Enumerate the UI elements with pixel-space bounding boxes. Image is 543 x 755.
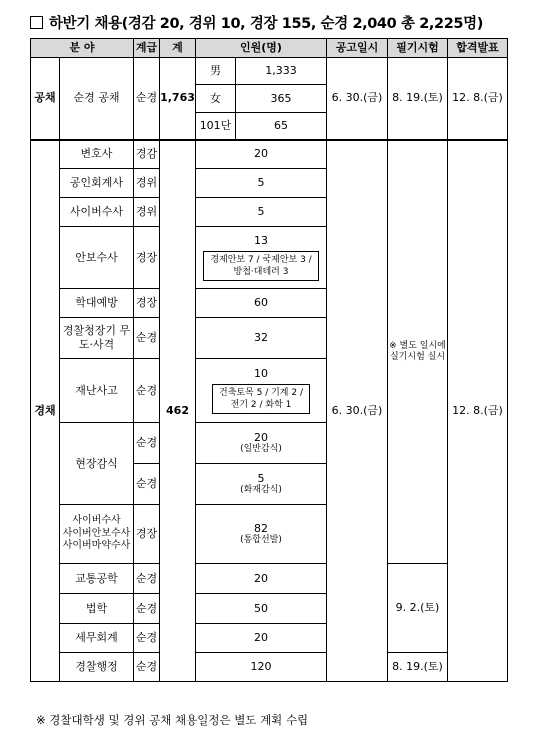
detail-line: 방첩·대테러 3 <box>233 266 289 277</box>
header-field: 분 야 <box>31 39 134 58</box>
checkbox-square-icon <box>30 16 43 29</box>
rank-cell: 경위 <box>134 198 160 227</box>
count-value: 82 <box>254 521 268 535</box>
rank-cell: 경위 <box>134 169 160 198</box>
field-cell: 교통공학 <box>60 564 134 594</box>
count-cell: 20 <box>196 140 327 169</box>
announce-cell: 6. 30.(금) <box>327 58 388 140</box>
field-cell: 현장감식 <box>60 423 134 505</box>
count-value: 20 <box>254 430 268 444</box>
rank-cell: 순경 <box>134 359 160 423</box>
header-written: 필기시험 <box>388 39 448 58</box>
field-cell: 공인회계사 <box>60 169 134 198</box>
header-total: 계 <box>160 39 196 58</box>
field-cell <box>60 505 134 564</box>
count-cell: 5 <box>196 198 327 227</box>
count-value: 10 <box>254 366 268 380</box>
table-row <box>31 140 508 169</box>
written-cell: 8. 19.(토) <box>388 58 448 140</box>
detail-line: 경제안보 7 / 국제안보 3 / <box>210 254 312 265</box>
rank-cell: 경장 <box>134 289 160 318</box>
rank-cell: 순경 <box>134 624 160 653</box>
count-detail: (일반감식) <box>240 444 282 455</box>
count-cell: 50 <box>196 594 327 624</box>
field-cell: 안보수사 <box>60 227 134 289</box>
detail-line: 건축토목 5 / 기계 2 / <box>219 387 303 398</box>
header-count: 인원(명) <box>196 39 327 58</box>
count-cell: 20 <box>196 624 327 653</box>
field-cell: 경찰행정 <box>60 653 134 682</box>
rank-cell: 순경 <box>134 653 160 682</box>
field-cell: 변호사 <box>60 140 134 169</box>
breakdown-label: 男 <box>196 58 236 85</box>
count-cell: 60 <box>196 289 327 318</box>
header-result: 합격발표 <box>448 39 508 58</box>
table-row <box>31 653 508 682</box>
count-cell: 32 <box>196 318 327 359</box>
detail-line: 전기 2 / 화학 1 <box>230 399 292 410</box>
written-cell: 9. 2.(토) <box>388 564 448 653</box>
rank-cell: 순경 <box>134 423 160 464</box>
count-value: 13 <box>254 233 268 247</box>
count-cell: 5 <box>196 169 327 198</box>
field-cell: 세무회계 <box>60 624 134 653</box>
count-detail: (통합선발) <box>240 535 282 546</box>
title-text: 하반기 채용(경감 20, 경위 10, 경장 155, 순경 2,040 총 2,225명) <box>49 16 483 32</box>
header-rank: 계급 <box>134 39 160 58</box>
written-cell: 8. 19.(토) <box>388 653 448 682</box>
count-cell <box>196 359 327 423</box>
rank-cell: 순경 <box>134 564 160 594</box>
header-announce: 공고일시 <box>327 39 388 58</box>
field-cell: 재난사고 <box>60 359 134 423</box>
rank-cell: 경장 <box>134 227 160 289</box>
count-cell: 20 <box>196 564 327 594</box>
header-row <box>31 39 508 58</box>
field-line: 사이버마약수사 <box>62 540 131 552</box>
field-cell: 학대예방 <box>60 289 134 318</box>
rank-cell: 순경 <box>134 464 160 505</box>
announce-cell: 6. 30.(금) <box>327 140 388 682</box>
recruitment-table <box>30 38 508 682</box>
table-row <box>31 564 508 594</box>
rank-cell: 경장 <box>134 505 160 564</box>
detail-box <box>203 251 318 281</box>
total-cell: 462 <box>160 140 196 682</box>
breakdown-value: 1,333 <box>236 58 327 85</box>
breakdown-value: 365 <box>236 85 327 113</box>
breakdown-label: 101단 <box>196 113 236 140</box>
page-title <box>30 12 483 33</box>
total-cell: 1,763 <box>160 58 196 140</box>
count-cell <box>196 423 327 464</box>
footnote: ※ 경찰대학생 및 경위 공채 채용일정은 별도 계획 수립 <box>36 713 309 727</box>
category-gyeongchae: 경채 <box>31 140 60 682</box>
count-cell <box>196 464 327 505</box>
field-cell: 법학 <box>60 594 134 624</box>
field-cell: 사이버수사 <box>60 198 134 227</box>
count-detail: (화재감식) <box>240 485 282 496</box>
result-cell: 12. 8.(금) <box>448 58 508 140</box>
count-cell: 120 <box>196 653 327 682</box>
count-cell <box>196 505 327 564</box>
rank-cell: 순경 <box>134 58 160 140</box>
breakdown-label: 女 <box>196 85 236 113</box>
result-cell: 12. 8.(금) <box>448 140 508 682</box>
field-cell: 순경 공채 <box>60 58 134 140</box>
rank-cell: 순경 <box>134 594 160 624</box>
count-cell <box>196 227 327 289</box>
table-row <box>31 58 508 85</box>
field-line: 사이버안보수사 <box>62 527 131 539</box>
field-line: 사이버수사 <box>72 515 121 527</box>
written-note-cell: ※ 별도 일시에 실기시험 실시 <box>388 140 448 564</box>
field-cell: 경찰청장기 무도·사격 <box>60 318 134 359</box>
breakdown-value: 65 <box>236 113 327 140</box>
rank-cell: 순경 <box>134 318 160 359</box>
rank-cell: 경감 <box>134 140 160 169</box>
category-gongchae: 공채 <box>31 58 60 140</box>
detail-box <box>212 384 310 414</box>
count-value: 5 <box>257 471 265 485</box>
